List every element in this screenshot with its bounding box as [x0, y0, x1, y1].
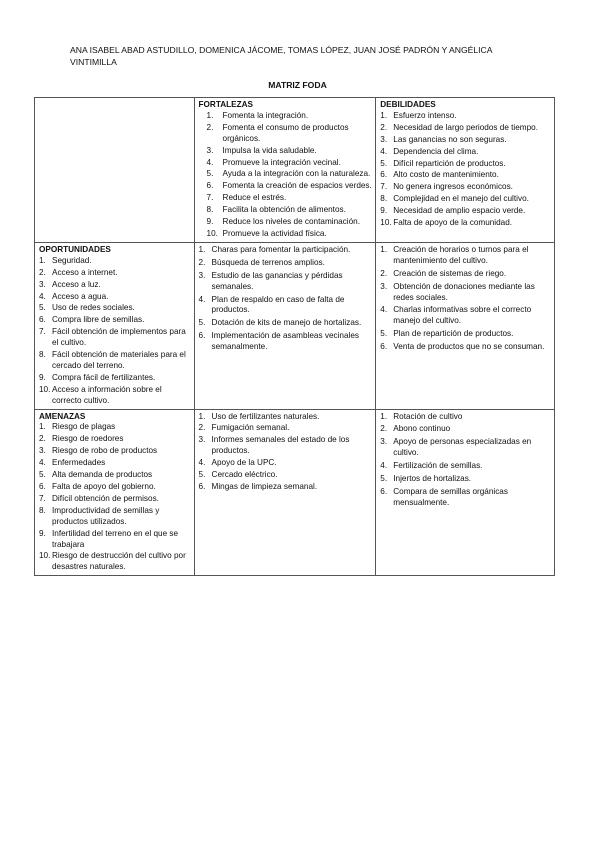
- list-item-text: Acceso a agua.: [52, 291, 109, 301]
- list-item-text: Fertilización de semillas.: [393, 461, 483, 471]
- row-amenazas: [35, 409, 555, 576]
- list-item-text: Implementación de asambleas vecinales semanalmente.: [211, 331, 359, 352]
- list-number: 6.: [380, 342, 388, 352]
- list-item: [39, 422, 191, 433]
- list-number: 1.: [198, 411, 206, 421]
- list-number: 5.: [380, 329, 388, 339]
- list-item: [39, 434, 191, 445]
- list-item: [380, 487, 551, 509]
- list-number: 6.: [198, 331, 206, 341]
- list-item: [199, 169, 373, 180]
- list-number: 1.: [380, 411, 388, 421]
- debilidades-header: DEBILIDADES: [380, 100, 436, 109]
- list-item-text: Riesgo de destrucción del cultivo por desastres naturales.: [52, 551, 186, 572]
- fortalezas-list: [199, 111, 373, 240]
- list-item: [39, 256, 191, 267]
- list-item-text: Rotación de cultivo: [393, 411, 463, 421]
- list-number: 6.: [198, 482, 206, 491]
- list-number: 7.: [380, 182, 388, 192]
- list-number: 1.: [380, 110, 388, 120]
- row-oportunidades: [35, 242, 555, 409]
- list-item: [199, 217, 373, 228]
- list-number: 2.: [198, 423, 206, 433]
- list-item-text: Complejidad en el manejo del cultivo.: [393, 194, 529, 204]
- list-item: [380, 282, 551, 304]
- foda-matrix: [34, 97, 555, 576]
- list-item-text: Compara de semillas orgánicas mensualmente.: [393, 487, 508, 507]
- list-item-text: No genera ingresos económicos.: [393, 182, 513, 192]
- list-item-text: Las ganancias no son seguras.: [393, 134, 507, 144]
- list-item: [199, 205, 373, 216]
- list-item: [39, 280, 191, 291]
- list-number: 3.: [206, 145, 214, 155]
- amenazas-header: AMENAZAS: [39, 411, 86, 421]
- list-number: 10.: [39, 384, 51, 394]
- list-item-text: Compra fácil de fertilizantes.: [52, 372, 156, 382]
- list-number: 3.: [380, 437, 388, 447]
- list-item-text: Fácil obtención de implementos para el cultivo.: [52, 327, 186, 348]
- list-number: 3.: [198, 435, 206, 445]
- list-item: [39, 506, 191, 528]
- list-item: [199, 123, 373, 145]
- list-number: 1.: [198, 244, 206, 254]
- list-item-text: Falta de apoyo del gobierno.: [52, 482, 156, 491]
- list-item: [199, 181, 373, 192]
- list-item-text: Infertilidad del terreno en el que se trabajara: [52, 528, 179, 549]
- list-item: [39, 446, 191, 457]
- fo-strategies-cell: [194, 242, 376, 409]
- list-number: 9.: [39, 528, 46, 538]
- list-item: [380, 245, 551, 267]
- da-strategies-list: [380, 412, 551, 509]
- list-number: 9.: [39, 372, 46, 382]
- list-item-text: Riesgo de roedores: [52, 434, 124, 444]
- list-item-text: Fomenta el consumo de productos orgánicos.: [222, 122, 349, 143]
- list-number: 6.: [206, 181, 214, 191]
- list-number: 2.: [380, 268, 388, 278]
- list-number: 8.: [39, 505, 46, 515]
- list-item-text: Reduce los niveles de contaminación.: [222, 217, 360, 227]
- list-item: [39, 303, 191, 314]
- list-item-text: Abono continuo: [393, 424, 451, 434]
- list-number: 2.: [39, 267, 46, 277]
- list-item: [199, 111, 373, 122]
- list-item: [380, 424, 551, 435]
- list-number: 9.: [206, 217, 214, 227]
- list-item: [199, 318, 373, 329]
- list-item-text: Estudio de las ganancias y pérdidas semanales.: [211, 270, 343, 291]
- list-item-text: Injertos de hortalizas.: [393, 474, 472, 484]
- list-item: [380, 123, 551, 134]
- list-item-text: Improductividad de semillas y productos utilizados.: [52, 505, 160, 526]
- list-item-text: Dependencia del clima.: [393, 146, 479, 156]
- list-item: [380, 147, 551, 158]
- list-item-text: Esfuerzo intenso.: [393, 110, 457, 120]
- list-item: [380, 194, 551, 205]
- list-item-text: Difícil repartición de productos.: [393, 158, 506, 168]
- list-item: [39, 373, 191, 384]
- debilidades-cell: [376, 98, 555, 243]
- list-item-text: Difícil obtención de permisos.: [52, 493, 159, 503]
- list-item: [380, 342, 551, 353]
- list-item-text: Promueve la integración vecinal.: [222, 157, 341, 167]
- list-item-text: Charlas informativas sobre el correcto manejo del cultivo.: [393, 305, 532, 326]
- fortalezas-header: FORTALEZAS: [198, 100, 253, 109]
- list-item: [380, 182, 551, 193]
- list-number: 4.: [39, 291, 46, 301]
- list-item-text: Acceso a luz.: [52, 279, 101, 289]
- do-strategies-list: [380, 245, 551, 353]
- list-item: [380, 269, 551, 280]
- list-item-text: Creación de sistemas de riego.: [393, 268, 507, 278]
- list-number: 4.: [206, 157, 214, 167]
- list-item: [380, 437, 551, 459]
- list-item: [380, 305, 551, 327]
- list-number: 2.: [206, 122, 214, 132]
- list-number: 6.: [39, 315, 46, 325]
- list-item-text: Enfermedades: [52, 458, 106, 468]
- list-item: [199, 423, 373, 434]
- list-item: [380, 474, 551, 485]
- list-item-text: Uso de fertilizantes naturales.: [211, 411, 320, 421]
- list-item-text: Seguridad.: [52, 255, 92, 265]
- list-item-text: Riesgo de robo de productos: [52, 446, 158, 456]
- list-item-text: Fomenta la integración.: [222, 110, 309, 120]
- list-item-text: Impulsa la vida saludable.: [222, 145, 317, 155]
- document-title: MATRIZ FODA: [268, 80, 327, 90]
- list-item-text: Reduce el estrés.: [222, 193, 287, 203]
- list-number: 4.: [39, 458, 46, 468]
- list-number: 8.: [380, 194, 388, 204]
- list-item: [380, 170, 551, 181]
- list-number: 9.: [380, 206, 388, 216]
- list-item-text: Facilita la obtención de alimentos.: [222, 205, 346, 215]
- fa-strategies-list: [199, 412, 373, 493]
- list-number: 5.: [198, 318, 206, 328]
- list-number: 3.: [380, 134, 388, 144]
- list-item: [380, 206, 551, 217]
- list-item: [199, 245, 373, 256]
- fortalezas-cell: [194, 98, 376, 243]
- list-item: [39, 385, 191, 407]
- list-item: [39, 494, 191, 505]
- list-item-text: Falta de apoyo de la comunidad.: [393, 218, 513, 228]
- list-number: 2.: [198, 257, 206, 267]
- authors-line: ANA ISABEL ABAD ASTUDILLO, DOMENICA JÁCOME, TOMAS LÓPEZ, JUAN JOSÉ PADRÓN Y ANGÉLICA VINTIMILLA: [70, 45, 493, 67]
- list-number: 4.: [380, 461, 388, 471]
- list-item: [199, 146, 373, 157]
- list-number: 5.: [380, 158, 388, 168]
- list-number: 5.: [380, 474, 388, 484]
- list-item: [199, 482, 373, 493]
- list-item: [39, 482, 191, 493]
- list-item-text: Apoyo de personas especializadas en cultivo.: [393, 437, 532, 458]
- list-item-text: Mingas de limpieza semanal.: [211, 482, 318, 491]
- list-number: 10.: [206, 228, 218, 238]
- list-item: [380, 135, 551, 146]
- list-item: [39, 327, 191, 349]
- list-item-text: Necesidad de largo periodos de tiempo.: [393, 122, 539, 132]
- list-number: 7.: [206, 193, 214, 203]
- list-item: [39, 470, 191, 481]
- debilidades-list: [380, 111, 551, 229]
- list-number: 7.: [39, 327, 46, 337]
- list-item-text: Venta de productos que no se consuman.: [393, 342, 545, 352]
- list-item: [199, 435, 373, 457]
- list-item: [199, 193, 373, 204]
- list-item-text: Compra libre de semillas.: [52, 315, 145, 325]
- list-item: [39, 315, 191, 326]
- fa-strategies-cell: [194, 409, 376, 576]
- list-item: [380, 218, 551, 229]
- list-item: [199, 470, 373, 481]
- list-item: [199, 158, 373, 169]
- oportunidades-header: OPORTUNIDADES: [39, 244, 111, 254]
- list-number: 1.: [39, 422, 46, 432]
- list-number: 1.: [206, 110, 214, 120]
- list-item-text: Informes semanales del estado de los productos.: [211, 435, 350, 456]
- list-item: [39, 350, 191, 372]
- list-item: [380, 159, 551, 170]
- list-item: [380, 461, 551, 472]
- list-number: 5.: [206, 169, 214, 179]
- list-number: 1.: [39, 255, 46, 265]
- list-number: 4.: [380, 305, 388, 315]
- list-item: [199, 295, 373, 317]
- list-item-text: Riesgo de plagas: [52, 422, 116, 432]
- list-item: [39, 458, 191, 469]
- list-item-text: Charas para fomentar la participación.: [211, 244, 351, 254]
- list-item-text: Cercado eléctrico.: [211, 470, 278, 480]
- oportunidades-list: [39, 256, 191, 407]
- list-number: 10.: [39, 551, 51, 561]
- list-item: [199, 458, 373, 469]
- list-number: 1.: [380, 244, 388, 254]
- list-item: [39, 551, 191, 573]
- list-item: [199, 412, 373, 423]
- list-item-text: Fumigación semanal.: [211, 423, 290, 433]
- list-item: [199, 331, 373, 353]
- list-number: 7.: [39, 493, 46, 503]
- amenazas-cell: [35, 409, 195, 576]
- list-item-text: Promueve la actividad física.: [222, 228, 327, 238]
- list-item: [39, 268, 191, 279]
- list-item: [380, 111, 551, 122]
- list-item-text: Dotación de kits de manejo de hortalizas.: [211, 318, 362, 328]
- list-number: 2.: [380, 122, 388, 132]
- list-number: 3.: [198, 270, 206, 280]
- list-number: 10.: [380, 218, 392, 228]
- list-item: [199, 229, 373, 240]
- list-item-text: Acceso a internet.: [52, 267, 118, 277]
- list-item-text: Búsqueda de terrenos amplios.: [211, 257, 325, 267]
- list-item-text: Ayuda a la integración con la naturaleza.: [222, 169, 371, 179]
- list-number: 5.: [198, 470, 206, 480]
- list-item-text: Necesidad de amplio espacio verde.: [393, 206, 526, 216]
- da-strategies-cell: [376, 409, 555, 576]
- list-item: [380, 412, 551, 423]
- list-item-text: Creación de horarios o turnos para el mantenimiento del cultivo.: [393, 244, 529, 265]
- list-number: 6.: [380, 170, 388, 180]
- list-number: 4.: [380, 146, 388, 156]
- list-item-text: Plan de respaldo en caso de falta de productos.: [211, 294, 345, 315]
- oportunidades-cell: [35, 242, 195, 409]
- fo-strategies-list: [199, 245, 373, 353]
- list-item: [39, 292, 191, 303]
- list-item-text: Fomenta la creación de espacios verdes.: [222, 181, 372, 191]
- list-item: [380, 329, 551, 340]
- list-number: 8.: [206, 205, 214, 215]
- list-item-text: Acceso a información sobre el correcto cultivo.: [52, 384, 162, 405]
- list-number: 5.: [39, 303, 46, 313]
- list-item-text: Fácil obtención de materiales para el cercado del terreno.: [52, 350, 186, 370]
- do-strategies-cell: [376, 242, 555, 409]
- list-number: 4.: [198, 458, 206, 468]
- list-item: [39, 529, 191, 551]
- amenazas-list: [39, 422, 191, 573]
- list-number: 3.: [380, 281, 388, 291]
- list-number: 5.: [39, 470, 46, 480]
- row-internal: [35, 98, 555, 243]
- list-item-text: Uso de redes sociales.: [52, 303, 135, 313]
- list-number: 8.: [39, 350, 46, 360]
- list-number: 6.: [380, 487, 388, 496]
- list-number: 3.: [39, 446, 46, 456]
- list-item-text: Plan de repartición de productos.: [393, 329, 514, 339]
- list-item: [199, 271, 373, 293]
- list-number: 4.: [198, 294, 206, 304]
- list-item-text: Obtención de donaciones mediante las redes sociales.: [393, 281, 535, 302]
- list-item-text: Apoyo de la UPC.: [211, 458, 277, 468]
- empty-corner-cell: [35, 98, 195, 243]
- list-item-text: Alta demanda de productos: [52, 470, 153, 480]
- list-item: [199, 258, 373, 269]
- list-number: 2.: [39, 434, 46, 444]
- list-item-text: Alto costo de mantenimiento.: [393, 170, 499, 180]
- list-number: 6.: [39, 482, 46, 491]
- list-number: 3.: [39, 279, 46, 289]
- list-number: 2.: [380, 424, 388, 434]
